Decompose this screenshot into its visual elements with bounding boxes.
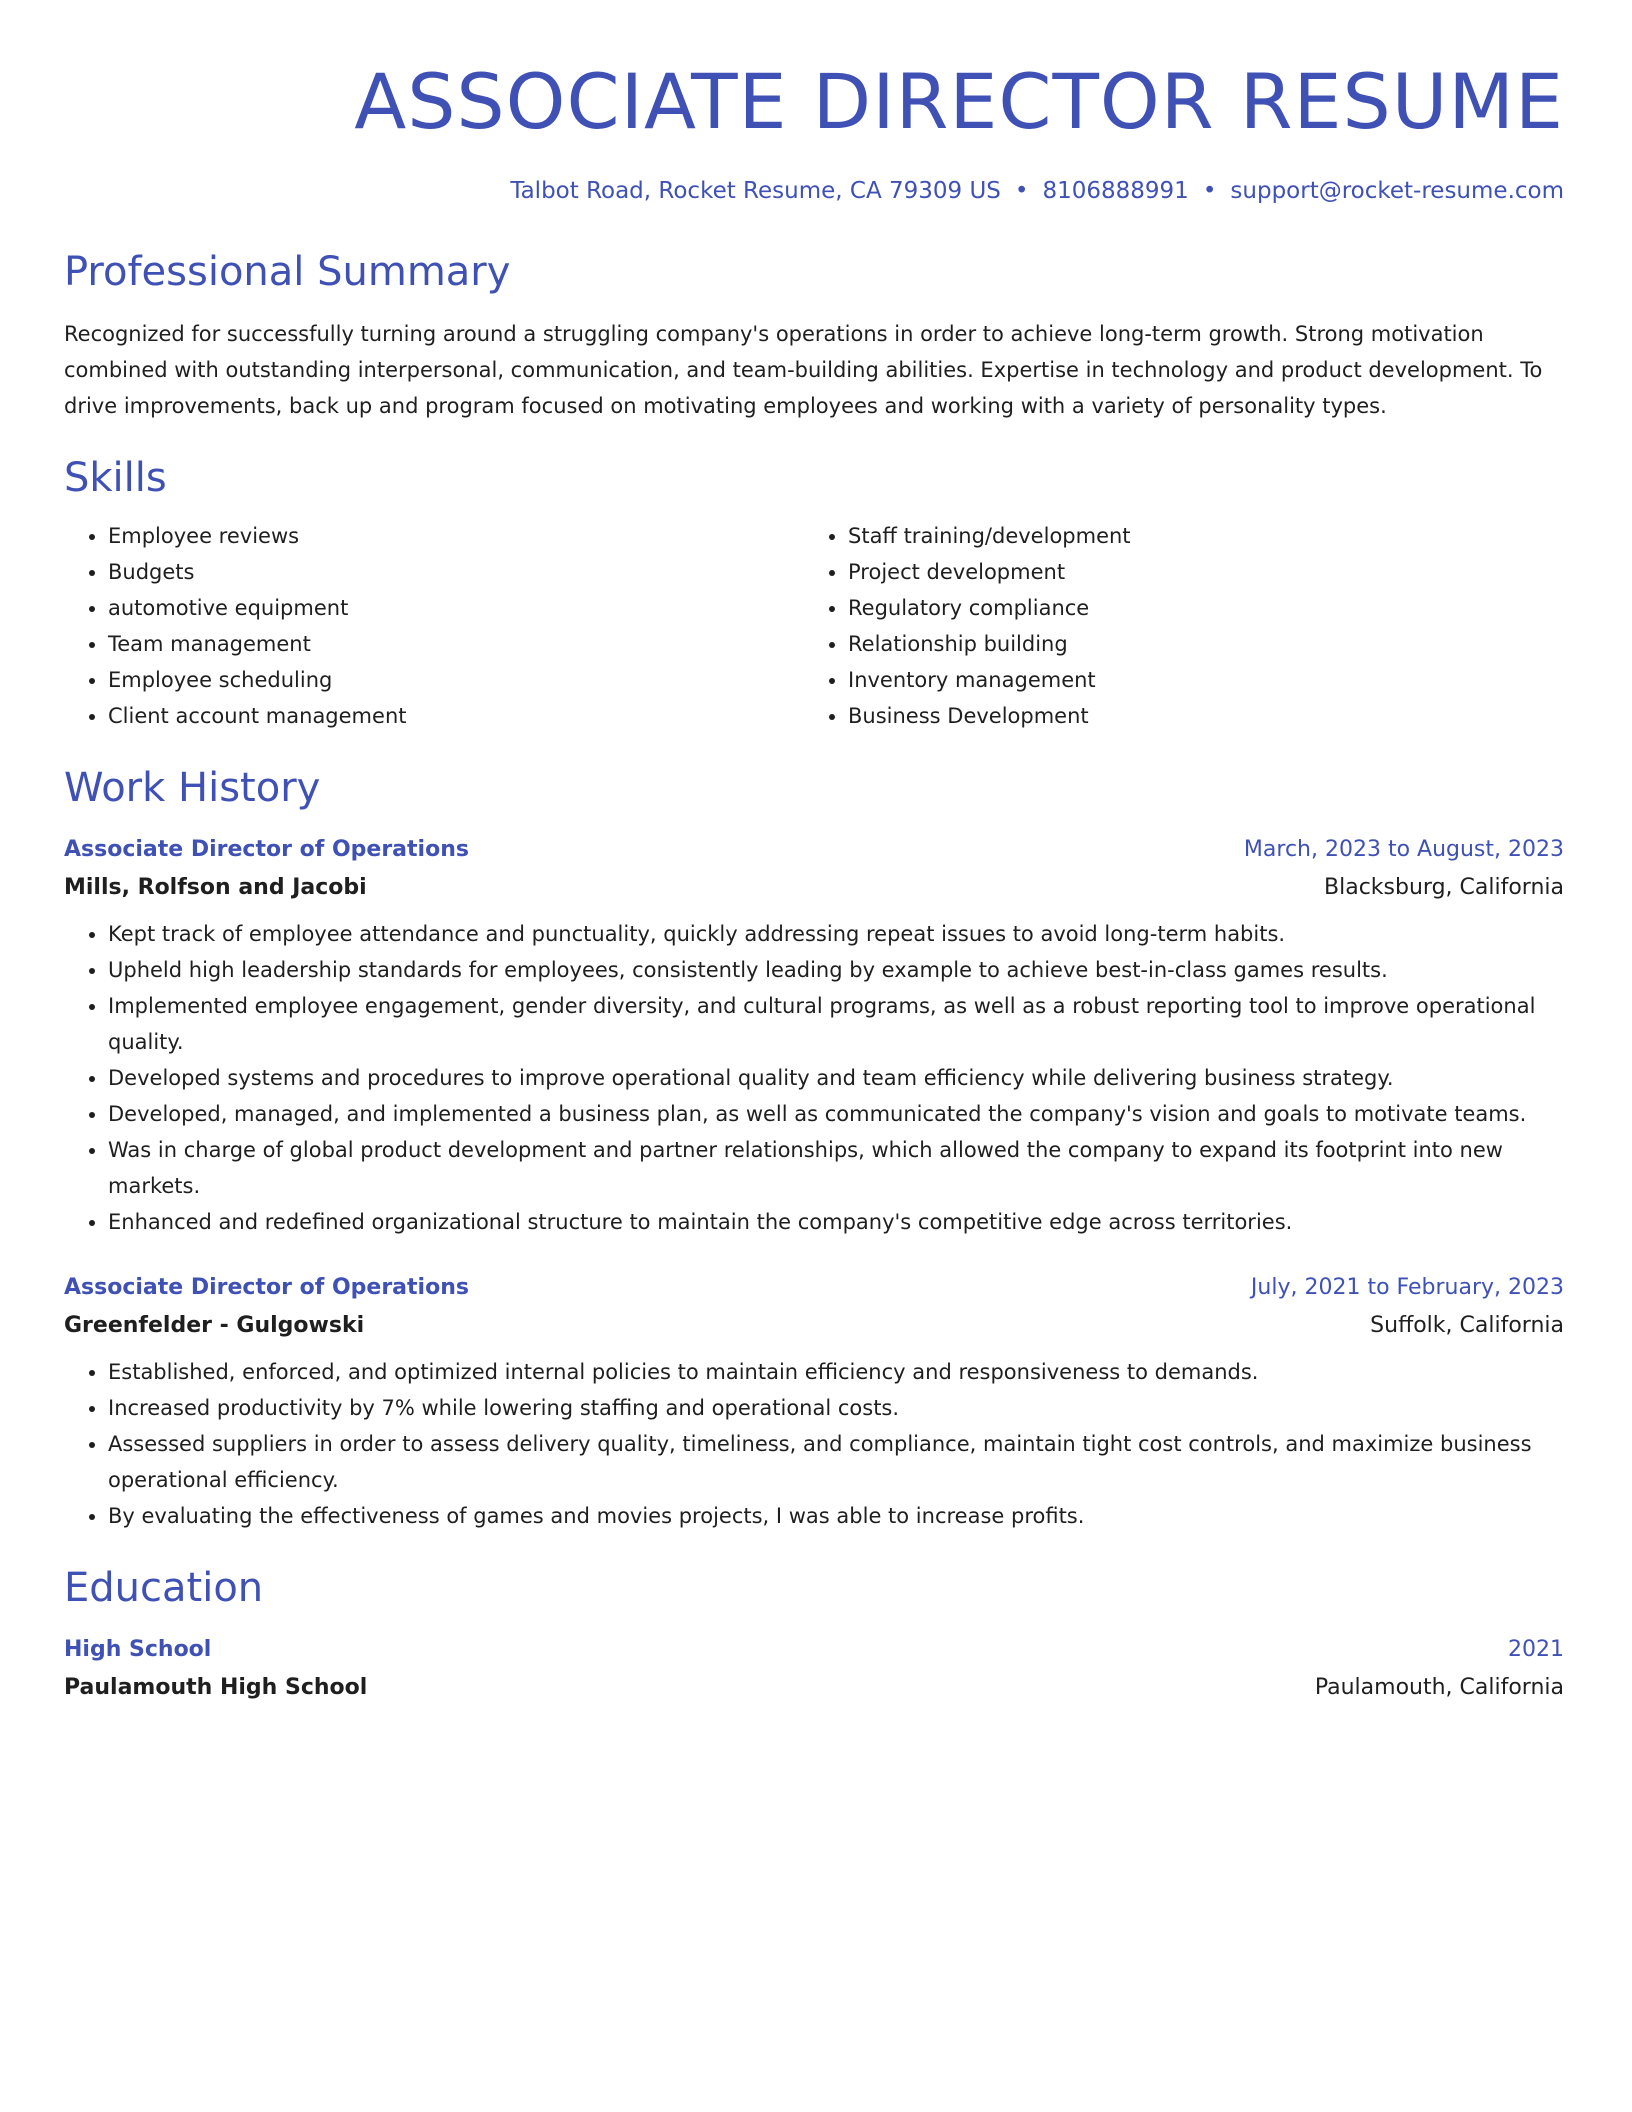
skill-item: • Budgets: [108, 554, 804, 590]
job-entry: [64, 832, 1564, 1240]
duty-item: • Assessed suppliers in order to assess delivery quality, timeliness, and compliance, maintain tight cost controls, and maximize business operational efficiency.: [108, 1426, 1564, 1498]
separator-dot: •: [1202, 178, 1217, 204]
company-name: Mills, Rolfson and Jacobi: [64, 875, 367, 900]
duty-item: • Developed systems and procedures to improve operational quality and team efficiency while delivering business strategy.: [108, 1060, 1564, 1096]
job-dates: July, 2021 to February, 2023: [1250, 1275, 1564, 1300]
job-duties: [64, 916, 1564, 1240]
company-name: Greenfelder - Gulgowski: [64, 1313, 365, 1338]
duty-item: • Established, enforced, and optimized internal policies to maintain efficiency and responsiveness to demands.: [108, 1354, 1564, 1390]
job-header: [64, 1270, 1564, 1306]
resume-page: [64, 0, 1564, 1708]
skill-item: • Regulatory compliance: [848, 590, 1544, 626]
address-text: Talbot Road, Rocket Resume, CA 79309 US: [510, 178, 1001, 204]
duty-item: • Increased productivity by 7% while lowering staffing and operational costs.: [108, 1390, 1564, 1426]
education-header: [64, 1632, 1564, 1668]
skills-column-right: [804, 518, 1544, 734]
skill-item: • Relationship building: [848, 626, 1544, 662]
skill-item: • Business Development: [848, 698, 1544, 734]
education-year: 2021: [1508, 1637, 1564, 1662]
skill-item: • Employee scheduling: [108, 662, 804, 698]
education-school-row: [64, 1668, 1564, 1708]
phone-text: 8106888991: [1042, 178, 1189, 204]
skill-item: • Project development: [848, 554, 1544, 590]
summary-heading: Professional Summary: [64, 249, 511, 295]
duty-item: • Implemented employee engagement, gender diversity, and cultural programs, as well as a robust reporting tool to improve operational quality.: [108, 988, 1564, 1060]
degree-title: High School: [64, 1637, 212, 1662]
duty-item: • Was in charge of global product development and partner relationships, which allowed the company to expand its footprint into new markets.: [108, 1132, 1564, 1204]
skills-list: [64, 518, 1564, 734]
job-duties: [64, 1354, 1564, 1534]
job-dates: March, 2023 to August, 2023: [1243, 837, 1564, 862]
duty-item: • Kept track of employee attendance and punctuality, quickly addressing repeat issues to avoid long-term habits.: [108, 916, 1564, 952]
job-title: Associate Director of Operations: [64, 837, 469, 862]
job-company-row: [64, 1306, 1564, 1346]
skill-item: • Inventory management: [848, 662, 1544, 698]
job-header: [64, 832, 1564, 868]
work-history-heading: Work History: [64, 765, 321, 811]
skill-item: • Team management: [108, 626, 804, 662]
skill-item: • Employee reviews: [108, 518, 804, 554]
contact-line: [64, 178, 1564, 204]
duty-item: • By evaluating the effectiveness of games and movies projects, I was able to increase profits.: [108, 1498, 1564, 1534]
school-name: Paulamouth High School: [64, 1675, 368, 1700]
skill-item: • automotive equipment: [108, 590, 804, 626]
email-link[interactable]: support@rocket-resume.com: [1230, 178, 1564, 204]
job-location: Suffolk, California: [1370, 1313, 1564, 1338]
job-company-row: [64, 868, 1564, 908]
education-heading: Education: [64, 1565, 264, 1611]
skills-column-left: [64, 518, 804, 734]
separator-dot: •: [1014, 178, 1029, 204]
duty-item: • Enhanced and redefined organizational structure to maintain the company's competitive edge across territories.: [108, 1204, 1564, 1240]
skills-heading: Skills: [64, 455, 167, 501]
skill-item: • Client account management: [108, 698, 804, 734]
education-entry: [64, 1632, 1564, 1708]
job-title: Associate Director of Operations: [64, 1275, 469, 1300]
duty-item: • Upheld high leadership standards for employees, consistently leading by example to achieve best-in-class games results.: [108, 952, 1564, 988]
resume-title: ASSOCIATE DIRECTOR RESUME: [354, 57, 1564, 146]
skill-item: • Staff training/development: [848, 518, 1544, 554]
job-entry: [64, 1270, 1564, 1534]
duty-item: • Developed, managed, and implemented a business plan, as well as communicated the company's vision and goals to motivate teams.: [108, 1096, 1564, 1132]
summary-text: Recognized for successfully turning around a struggling company's operations in order to achieve long-term growth. Strong motivation combined with outstanding interpersonal, communication, and team-building abilities. Expertise in technology and product development. To drive improvements, back up and program focused on motivating employees and working with a variety of personality types.: [64, 322, 1543, 418]
job-location: Blacksburg, California: [1324, 875, 1564, 900]
school-location: Paulamouth, California: [1314, 1675, 1564, 1700]
